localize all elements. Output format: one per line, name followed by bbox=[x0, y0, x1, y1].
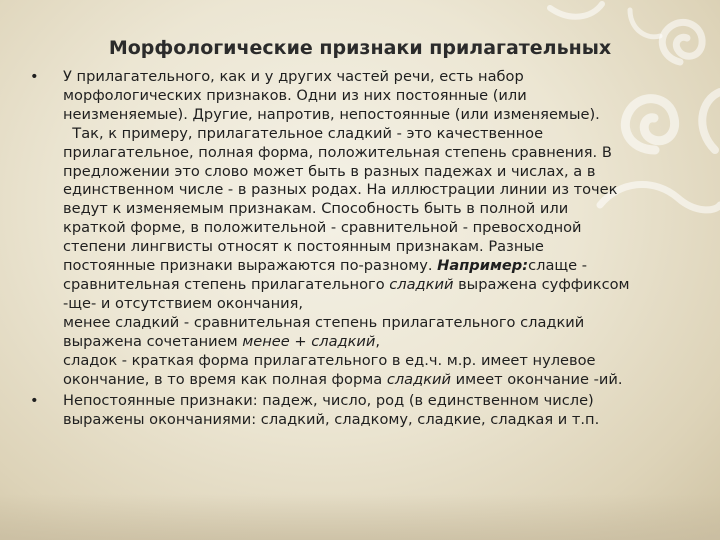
text-line: У прилагательного, как и у других частей речи, есть набор bbox=[63, 68, 524, 85]
text-line: -ще- и отсутствием окончания, bbox=[63, 294, 304, 312]
text-line: Так, к примеру, прилагательное сладкий - это качественное bbox=[63, 124, 544, 142]
bullet-item-variable bbox=[30, 392, 698, 430]
italic-term: сладкий bbox=[389, 275, 454, 293]
bottom-band bbox=[0, 494, 720, 540]
example-label: Например: bbox=[437, 257, 529, 275]
text-line: выражены окончаниями: сладкий, сладкому, сладкие, сладкая и т.п. bbox=[63, 411, 600, 429]
italic-term: сладкий bbox=[386, 370, 451, 388]
text-line: краткой форме, в положительной - сравнительной - превосходной bbox=[63, 219, 582, 237]
bullet-dot-icon: • bbox=[30, 68, 39, 85]
text-line: единственном числе - в разных родах. На иллюстрации линии из точек bbox=[63, 181, 618, 199]
text-line: окончание, в то время как полная форма сладкий имеет окончание -ий. bbox=[63, 370, 623, 388]
slide-title: Морфологические признаки прилагательных bbox=[108, 37, 612, 59]
text-line: выражена сочетанием менее + сладкий, bbox=[63, 332, 381, 350]
text-line: менее сладкий - сравнительная степень прилагательного сладкий bbox=[63, 313, 585, 331]
text-line: сладок - краткая форма прилагательного в ед.ч. м.р. имеет нулевое bbox=[63, 351, 596, 369]
text-line: прилагательное, полная форма, положительная степень сравнения. В bbox=[63, 143, 612, 161]
text-line: постоянные признаки выражаются по-разному. Например:слаще - bbox=[63, 257, 588, 275]
text-line: неизменяемые). Другие, напротив, непостоянные (или изменяемые). bbox=[63, 105, 600, 123]
slide-body bbox=[30, 68, 698, 430]
text-line: предложении это слово может быть в разных падежах и числах, а в bbox=[63, 162, 596, 180]
italic-term: менее + сладкий bbox=[242, 332, 376, 350]
text-line: морфологических признаков. Одни из них постоянные (или bbox=[63, 86, 527, 104]
bullet-dot-icon: • bbox=[30, 392, 39, 410]
text-line: Непостоянные признаки: падеж, число, род (в единственном числе) bbox=[63, 392, 594, 410]
text-line: ведут к изменяемым признакам. Способность быть в полной или bbox=[63, 200, 569, 218]
text-line: сравнительная степень прилагательного сладкий выражена суффиксом bbox=[63, 275, 630, 293]
text-line: степени лингвисты относят к постоянным признакам. Разные bbox=[63, 238, 544, 256]
bullet-item-constant bbox=[30, 68, 698, 389]
